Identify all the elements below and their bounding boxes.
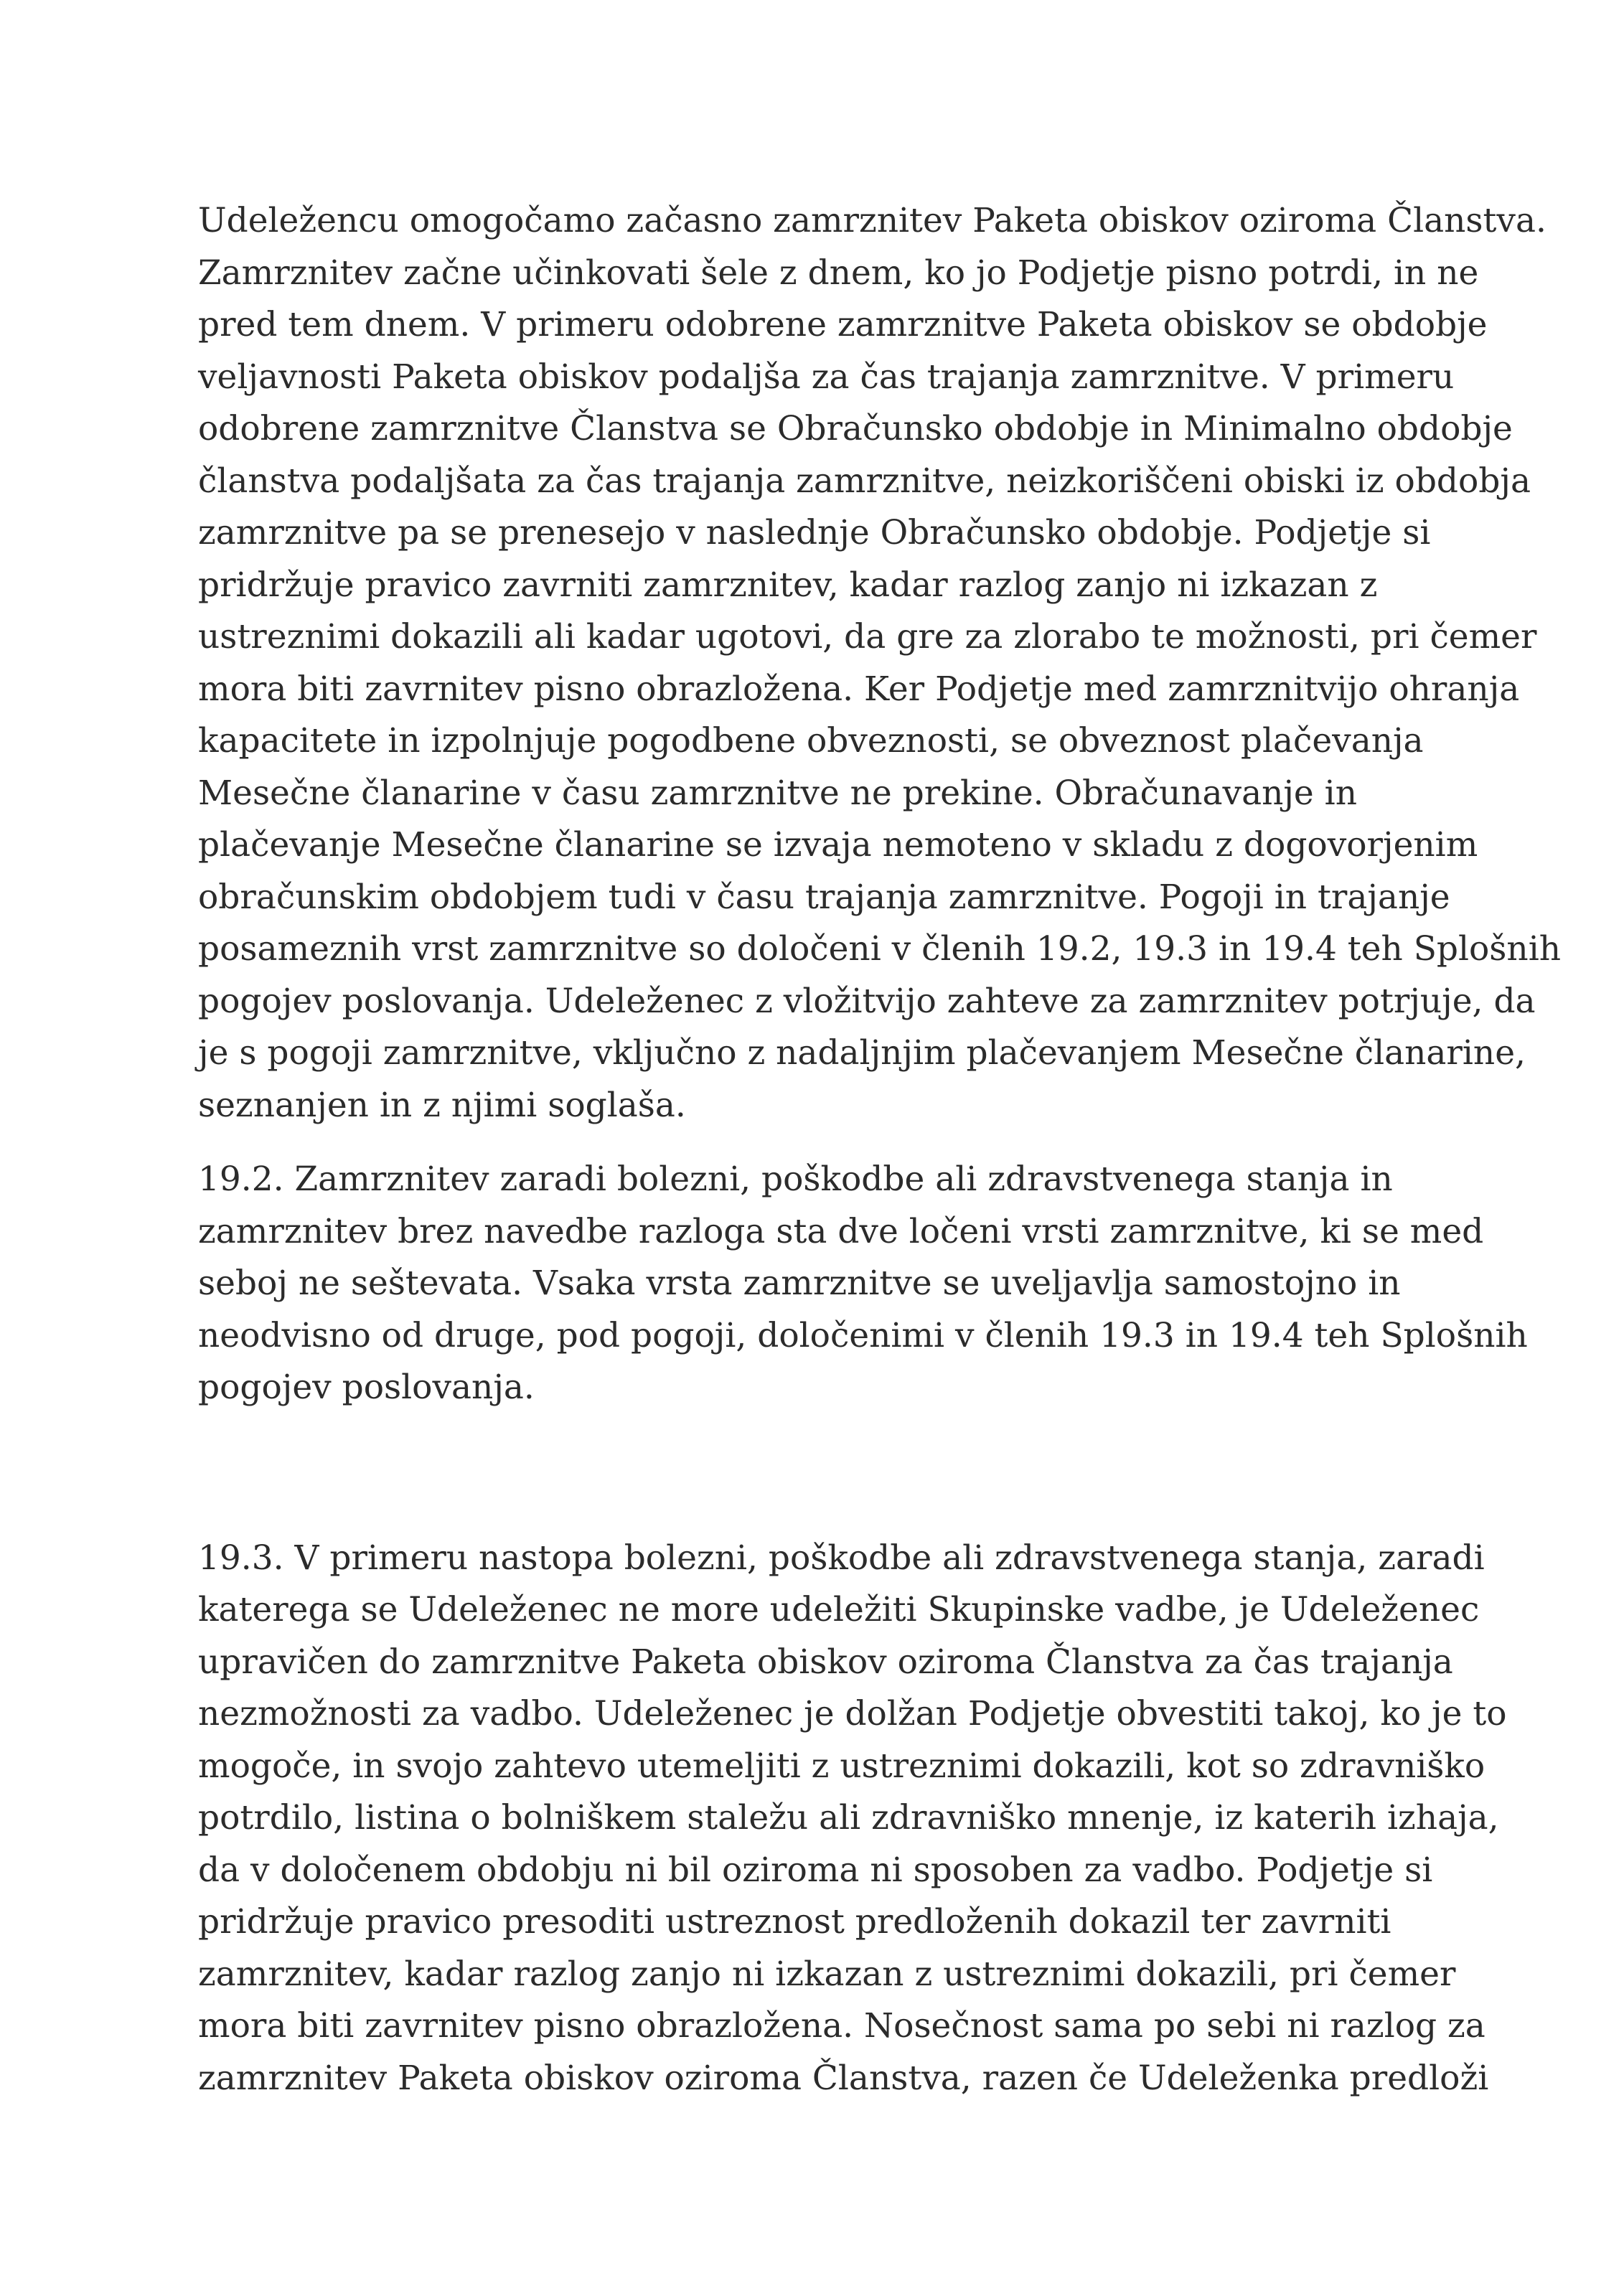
text-line: plačevanje Mesečne članarine se izvaja nemoteno v skladu z dogovorjenim <box>198 825 1478 865</box>
text-line: kapacitete in izpolnjuje pogodbene obveznosti, se obveznost plačevanja <box>198 721 1424 761</box>
text-line: veljavnosti Paketa obiskov podaljša za čas trajanja zamrznitve. V primeru <box>198 357 1455 397</box>
text-line: ustreznimi dokazili ali kadar ugotovi, da gre za zlorabo te možnosti, pri čemer <box>198 617 1537 657</box>
text-line: seboj ne seštevata. Vsaka vrsta zamrznitve se uveljavlja samostojno in <box>198 1264 1401 1303</box>
text-line: seznanjen in z njimi soglaša. <box>198 1085 686 1125</box>
text-line: upravičen do zamrznitve Paketa obiskov oziroma Članstva za čas trajanja <box>198 1642 1453 1682</box>
text-line: Mesečne članarine v času zamrznitve ne prekine. Obračunavanje in <box>198 773 1357 813</box>
text-line: Udeležencu omogočamo začasno zamrznitev Paketa obiskov oziroma Članstva. <box>198 201 1546 240</box>
text-line: katerega se Udeleženec ne more udeležiti Skupinske vadbe, je Udeleženec <box>198 1590 1480 1629</box>
text-line: odobrene zamrznitve Članstva se Obračunsko obdobje in Minimalno obdobje <box>198 409 1513 448</box>
paragraph-section-19-2 <box>198 1154 1528 1414</box>
text-line: pridržuje pravico zavrniti zamrznitev, kadar razlog zanjo ni izkazan z <box>198 565 1378 605</box>
paragraph-freeze-intro <box>198 195 1562 1131</box>
text-line: Zamrznitev začne učinkovati šele z dnem, ko jo Podjetje pisno potrdi, in ne <box>198 253 1479 293</box>
text-line: zamrznitve pa se prenesejo v naslednje Obračunsko obdobje. Podjetje si <box>198 513 1431 552</box>
text-line: 19.2. Zamrznitev zaradi bolezni, poškodbe ali zdravstvenega stanja in <box>198 1159 1393 1199</box>
text-line: zamrznitev brez navedbe razloga sta dve ločeni vrsti zamrznitve, ki se med <box>198 1211 1484 1251</box>
text-line: pogojev poslovanja. <box>198 1368 535 1407</box>
text-line: nezmožnosti za vadbo. Udeleženec je dolžan Podjetje obvestiti takoj, ko je to <box>198 1694 1507 1733</box>
text-line: mora biti zavrnitev pisno obrazložena. Nosečnost sama po sebi ni razlog za <box>198 2006 1485 2046</box>
text-line: mora biti zavrnitev pisno obrazložena. Ker Podjetje med zamrznitvijo ohranja <box>198 669 1520 709</box>
text-line: pogojev poslovanja. Udeleženec z vložitvijo zahteve za zamrznitev potrjuje, da <box>198 981 1536 1021</box>
text-line: mogoče, in svojo zahtevo utemeljiti z ustreznimi dokazili, kot so zdravniško <box>198 1746 1485 1786</box>
text-line: potrdilo, listina o bolniškem staležu ali zdravniško mnenje, iz katerih izhaja, <box>198 1798 1499 1838</box>
text-line: je s pogoji zamrznitve, vključno z nadaljnjim plačevanjem Mesečne članarine, <box>198 1033 1526 1073</box>
text-line: pred tem dnem. V primeru odobrene zamrznitve Paketa obiskov se obdobje <box>198 305 1488 344</box>
text-line: pridržuje pravico presoditi ustreznost predloženih dokazil ter zavrniti <box>198 1902 1391 1942</box>
document-body <box>198 195 1562 2104</box>
text-line: neodvisno od druge, pod pogoji, določenimi v členih 19.3 in 19.4 teh Splošnih <box>198 1315 1528 1355</box>
text-line: obračunskim obdobjem tudi v času trajanja zamrznitve. Pogoji in trajanje <box>198 877 1450 917</box>
text-line: posameznih vrst zamrznitve so določeni v členih 19.2, 19.3 in 19.4 teh Splošnih <box>198 929 1562 969</box>
paragraph-section-19-3 <box>198 1533 1507 2105</box>
text-line: 19.3. V primeru nastopa bolezni, poškodbe ali zdravstvenega stanja, zaradi <box>198 1538 1485 1578</box>
text-line: zamrznitev, kadar razlog zanjo ni izkazan z ustreznimi dokazili, pri čemer <box>198 1954 1456 1994</box>
text-line: zamrznitev Paketa obiskov oziroma Članstva, razen če Udeleženka predloži <box>198 2058 1489 2098</box>
text-line: članstva podaljšata za čas trajanja zamrznitve, neizkoriščeni obiski iz obdobja <box>198 461 1531 501</box>
paragraph-spacer <box>198 1131 1447 1154</box>
text-line: da v določenem obdobju ni bil oziroma ni sposoben za vadbo. Podjetje si <box>198 1850 1433 1890</box>
paragraph-spacer <box>198 1414 1447 1533</box>
